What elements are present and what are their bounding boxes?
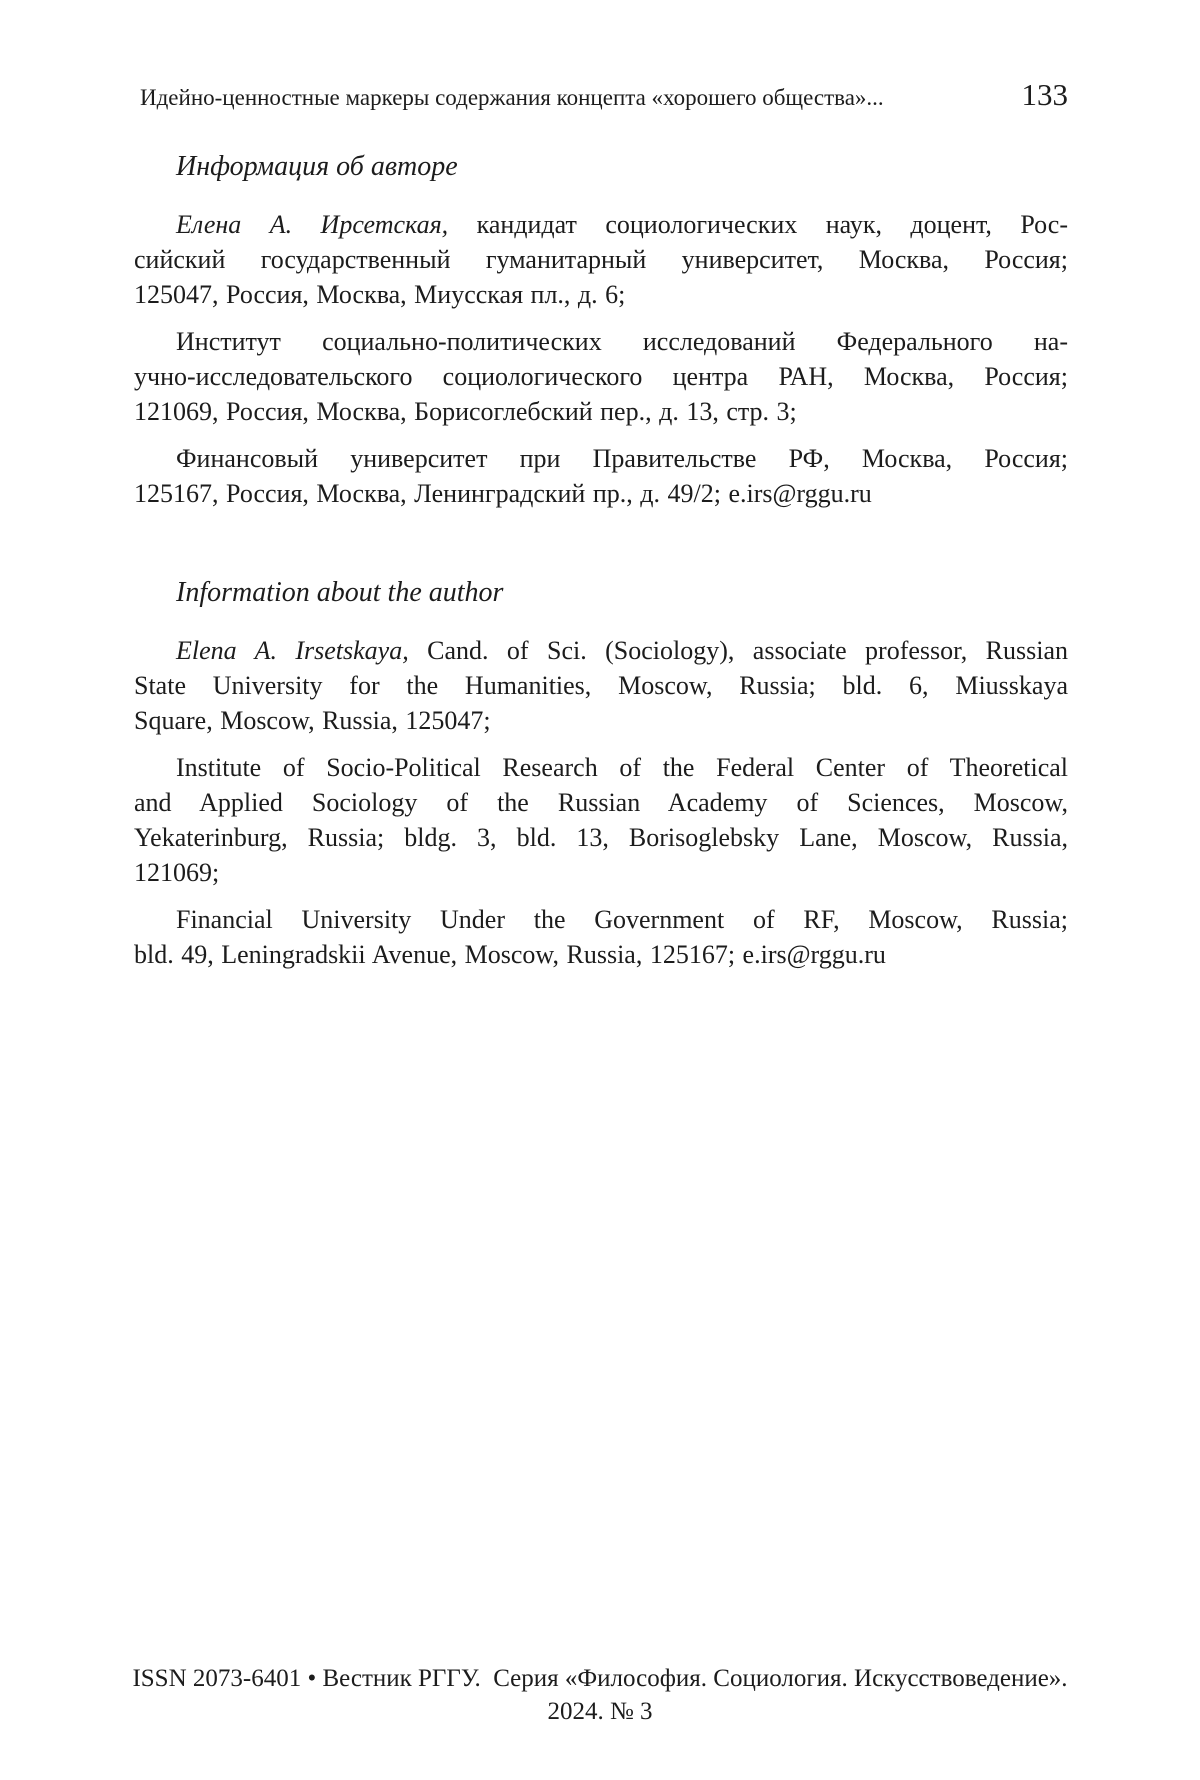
section-heading-ru: Информация об авторе <box>176 151 458 182</box>
text-line: 125047, Россия, Москва, Миусская пл., д. 6; <box>134 280 626 309</box>
paragraph <box>134 324 1068 429</box>
text-line: Институт социально-политических исследований Федерального на- <box>176 327 1068 356</box>
author-name: Elena A. Irsetskaya, <box>176 636 409 665</box>
text-line: Financial University Under the Government of RF, Moscow, Russia; <box>176 905 1068 934</box>
running-title: Идейно-ценностные маркеры содержания концепта «хорошего общества»... <box>140 85 884 110</box>
paragraph <box>134 633 1068 738</box>
footer-issn-line: ISSN 2073-6401 • Вестник РГГУ. Серия «Философия. Социология. Искусствоведение». <box>132 1665 1068 1692</box>
paragraph <box>134 902 1068 972</box>
text-line: Елена А. Ирсетская, кандидат социологических наук, доцент, Рос- <box>176 210 1068 239</box>
text-line: 125167, Россия, Москва, Ленинградский пр., д. 49/2; e.irs@rggu.ru <box>134 479 872 508</box>
paragraph <box>134 750 1068 890</box>
text-line: Elena A. Irsetskaya, Cand. of Sci. (Sociology), associate professor, Russian <box>176 636 1068 665</box>
text-line: State University for the Humanities, Moscow, Russia; bld. 6, Miusskaya <box>134 671 1068 700</box>
footer-issue-line: 2024. № 3 <box>547 1698 653 1725</box>
text-line: Institute of Socio-Political Research of the Federal Center of Theoretical <box>176 753 1068 782</box>
text-line: Финансовый университет при Правительстве РФ, Москва, Россия; <box>176 444 1068 473</box>
paragraph <box>134 441 1068 511</box>
text-line: учно-исследовательского социологического центра РАН, Москва, Россия; <box>134 362 1068 391</box>
page-footer <box>0 1662 1200 1728</box>
text-line: Square, Moscow, Russia, 125047; <box>134 706 491 735</box>
page-number: 133 <box>1021 77 1068 112</box>
text-line: Yekaterinburg, Russia; bldg. 3, bld. 13, Borisoglebsky Lane, Moscow, Russia, <box>134 823 1068 852</box>
text-column <box>134 0 1068 972</box>
author-name: Елена А. Ирсетская, <box>176 210 449 239</box>
text-line: 121069; <box>134 858 220 887</box>
running-header <box>134 77 1068 113</box>
text-line: 121069, Россия, Москва, Борисоглебский пер., д. 13, стр. 3; <box>134 397 797 426</box>
text-line: bld. 49, Leningradskii Avenue, Moscow, Russia, 125167; e.irs@rggu.ru <box>134 940 886 969</box>
text-line: сийский государственный гуманитарный университет, Москва, Россия; <box>134 245 1068 274</box>
section-heading-en: Information about the author <box>176 577 504 608</box>
page-content <box>134 149 1068 972</box>
paragraph <box>134 207 1068 312</box>
text-line: and Applied Sociology of the Russian Academy of Sciences, Moscow, <box>134 788 1068 817</box>
